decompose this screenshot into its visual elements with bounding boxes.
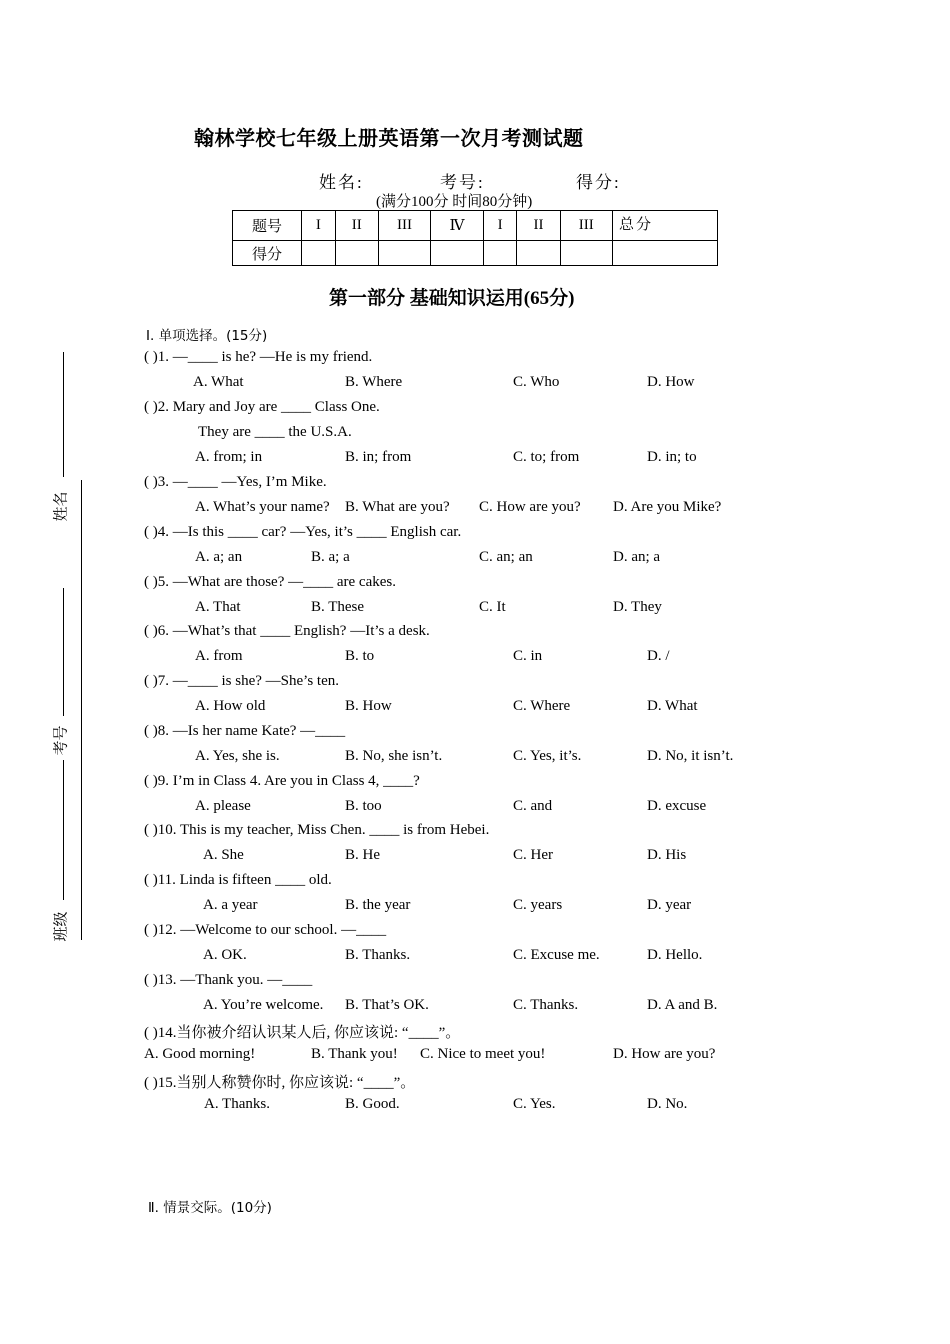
option[interactable]: A. from — [195, 648, 243, 664]
score-table-total: 总分 — [613, 211, 718, 241]
option[interactable]: D. A and B. — [647, 997, 718, 1013]
score-table-header: III — [560, 211, 613, 241]
option[interactable]: D. in; to — [647, 449, 697, 465]
question-stem: ( )6. —What’s that ____ English? —It’s a desk. — [144, 623, 430, 639]
binding-line — [81, 480, 82, 940]
option[interactable]: C. Yes. — [513, 1096, 556, 1112]
section-heading: Ⅱ. 情景交际。(10分) — [148, 1200, 272, 1216]
option[interactable]: D. Hello. — [647, 947, 703, 963]
score-cell[interactable] — [560, 241, 613, 266]
option[interactable]: A. How old — [195, 698, 266, 714]
score-cell[interactable] — [302, 241, 336, 266]
option[interactable]: B. How — [345, 698, 392, 714]
option[interactable]: B. Where — [345, 374, 403, 390]
option[interactable]: D. an; a — [613, 549, 661, 565]
score-table — [232, 210, 718, 266]
option[interactable]: B. Good. — [345, 1096, 400, 1112]
score-cell[interactable] — [517, 241, 560, 266]
option[interactable]: D. excuse — [647, 798, 707, 814]
option[interactable]: A. Yes, she is. — [195, 748, 280, 764]
option[interactable]: C. years — [513, 897, 563, 913]
part-title: 第一部分 基础知识运用(65分) — [329, 288, 575, 309]
option[interactable]: A. OK. — [203, 947, 247, 963]
side-name-label: 姓名 — [53, 491, 70, 522]
question-stem: ( )10. This is my teacher, Miss Chen. ____ is from Hebei. — [144, 822, 490, 838]
exam-number-label: 考号: — [440, 173, 485, 192]
score-cell[interactable] — [335, 241, 378, 266]
option[interactable]: A. a; an — [195, 549, 243, 565]
option[interactable]: C. Nice to meet you! — [420, 1046, 546, 1062]
question-stem: ( )5. —What are those? —____ are cakes. — [144, 574, 396, 590]
option[interactable]: C. in — [513, 648, 543, 664]
score-table-header: I — [483, 211, 517, 241]
binding-line-class — [63, 760, 64, 900]
option[interactable]: C. and — [513, 798, 553, 814]
option[interactable]: B. These — [311, 599, 365, 615]
score-table-header: 题号 — [233, 211, 302, 241]
option[interactable]: A. You’re welcome. — [203, 997, 324, 1013]
option[interactable]: A. That — [195, 599, 241, 615]
score-cell[interactable] — [431, 241, 483, 266]
option[interactable]: C. How are you? — [479, 499, 581, 515]
option[interactable]: D. What — [647, 698, 698, 714]
side-exam-number-label: 考号 — [53, 725, 70, 756]
option[interactable]: B. What are you? — [345, 499, 450, 515]
question-stem: ( )11. Linda is fifteen ____ old. — [144, 872, 332, 888]
option[interactable]: D. Are you Mike? — [613, 499, 722, 515]
option[interactable]: A. please — [195, 798, 251, 814]
option[interactable]: C. Thanks. — [513, 997, 579, 1013]
option[interactable]: B. the year — [345, 897, 411, 913]
option[interactable]: A. She — [203, 847, 244, 863]
binding-line-name — [63, 352, 64, 477]
question-stem: ( )13. —Thank you. —____ — [144, 972, 313, 988]
option[interactable]: A. from; in — [195, 449, 263, 465]
option[interactable]: B. too — [345, 798, 382, 814]
question-stem: ( )1. —____ is he? —He is my friend. — [144, 349, 373, 365]
exam-note: (满分100分 时间80分钟) — [376, 194, 533, 210]
option[interactable]: B. to — [345, 648, 375, 664]
question-stem: ( )9. I’m in Class 4. Are you in Class 4, ____? — [144, 773, 420, 789]
side-class-label: 班级 — [53, 911, 70, 942]
score-table-header: I — [302, 211, 336, 241]
option[interactable]: C. It — [479, 599, 506, 615]
option[interactable]: D. / — [647, 648, 670, 664]
question-stem: ( )7. —____ is she? —She’s ten. — [144, 673, 339, 689]
option[interactable]: B. That’s OK. — [345, 997, 429, 1013]
name-label: 姓名: — [319, 173, 364, 192]
question-stem: ( )15.当别人称赞你时, 你应该说: “____”。 — [144, 1075, 416, 1091]
option[interactable]: B. a; a — [311, 549, 350, 565]
option[interactable]: C. Who — [513, 374, 560, 390]
score-row-label: 得分 — [233, 241, 302, 266]
option[interactable]: B. Thanks. — [345, 947, 411, 963]
option[interactable]: C. Yes, it’s. — [513, 748, 582, 764]
score-cell[interactable] — [483, 241, 517, 266]
option[interactable]: B. No, she isn’t. — [345, 748, 443, 764]
option[interactable]: D. How — [647, 374, 695, 390]
option[interactable]: C. to; from — [513, 449, 580, 465]
option[interactable]: D. How are you? — [613, 1046, 716, 1062]
option[interactable]: D. year — [647, 897, 692, 913]
score-table-header: Ⅳ — [431, 211, 483, 241]
question-stem-line2: They are ____ the U.S.A. — [198, 424, 352, 440]
question-stem: ( )12. —Welcome to our school. —____ — [144, 922, 387, 938]
option[interactable]: D. No. — [647, 1096, 688, 1112]
score-label: 得分: — [576, 173, 621, 192]
option[interactable]: C. Her — [513, 847, 553, 863]
score-table-header: II — [335, 211, 378, 241]
question-stem: ( )2. Mary and Joy are ____ Class One. — [144, 399, 380, 415]
binding-line-exam-no — [63, 588, 64, 716]
option[interactable]: C. Excuse me. — [513, 947, 600, 963]
question-stem: ( )14.当你被介绍认识某人后, 你应该说: “____”。 — [144, 1025, 461, 1041]
question-stem: ( )8. —Is her name Kate? —____ — [144, 723, 346, 739]
question-stem: ( )4. —Is this ____ car? —Yes, it’s ____ English car. — [144, 524, 462, 540]
option[interactable]: D. They — [613, 599, 662, 615]
option[interactable]: B. Thank you! — [311, 1046, 398, 1062]
option[interactable]: A. a year — [203, 897, 258, 913]
score-table-header: III — [378, 211, 430, 241]
score-cell[interactable] — [613, 241, 718, 266]
option[interactable]: A. Thanks. — [204, 1096, 270, 1112]
option[interactable]: B. He — [345, 847, 380, 863]
option[interactable]: C. Where — [513, 698, 571, 714]
section-heading: Ⅰ. 单项选择。(15分) — [146, 328, 268, 344]
option[interactable]: B. in; from — [345, 449, 412, 465]
option[interactable]: A. What’s your name? — [195, 499, 330, 515]
option[interactable]: A. What — [193, 374, 244, 390]
score-cell[interactable] — [378, 241, 430, 266]
option[interactable]: C. an; an — [479, 549, 533, 565]
option[interactable]: A. Good morning! — [144, 1046, 256, 1062]
score-table-header: II — [517, 211, 560, 241]
option[interactable]: D. No, it isn’t. — [647, 748, 734, 764]
exam-title: 翰林学校七年级上册英语第一次月考测试题 — [194, 128, 584, 150]
option[interactable]: D. His — [647, 847, 687, 863]
question-stem: ( )3. —____ —Yes, I’m Mike. — [144, 474, 327, 490]
